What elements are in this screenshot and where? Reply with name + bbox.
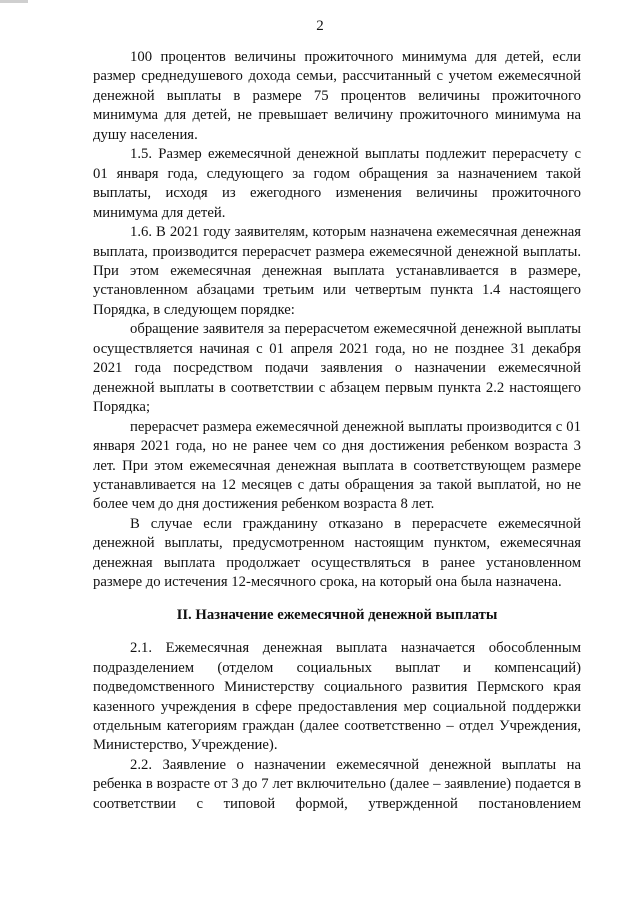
paragraph-1-6-appeal: обращение заявителя за перерасчетом ежемесячной денежной выплаты осуществляется начиная с 01 апреля 2021 года, но не позднее 31 декабря 2021 года посредством подачи заявления о назначении ежемесячной денежной выплаты в соответствии с абзацем первым пункта 2.2 настоящего Порядка; <box>93 321 581 416</box>
paragraph-1-6-refusal: В случае если гражданину отказано в перерасчете ежемесячной денежной выплаты, предусмотренном настоящим пунктом, ежемесячная денежная выплата продолжает осуществляться в ранее установленном размере до истечения 12-месячного срока, на который она была назначена. <box>93 515 581 591</box>
scan-edge-mark <box>0 0 28 3</box>
paragraph-1-6: 1.6. В 2021 году заявителям, которым назначена ежемесячная денежная выплата, производится перерасчет размера ежемесячной денежной выплаты. При этом ежемесячная денежная выплата устанавливается в размере, установленном абзацами третьим или четвертым пункта 1.4 настоящего Порядка, в следующем порядке: <box>93 224 581 318</box>
document-body <box>93 48 581 814</box>
section-heading: II. Назначение ежемесячной денежной выплаты <box>176 606 498 623</box>
paragraph-2-2: 2.2. Заявление о назначении ежемесячной денежной выплаты на ребенка в возрасте от 3 до 7 лет включительно (далее – заявление) подается в соответствии с типовой формой, утвержденной постановлением <box>93 756 581 812</box>
page-number: 2 <box>316 18 324 34</box>
paragraph-1-6-recalculation: перерасчет размера ежемесячной денежной выплаты производится с 01 января 2021 года, но не ранее чем со дня достижения ребенком возраста 3 лет. При этом ежемесячная денежная выплата в соответствующем размере устанавливается на 12 месяцев с даты обращения за такой выплатой, но не более чем до дня достижения ребенком возраста 8 лет. <box>93 418 581 513</box>
paragraph-2-1: 2.1. Ежемесячная денежная выплата назначается обособленным подразделением (отделом социальных выплат и компенсаций) подведомственного Министерству социального развития Пермского края казенного учреждения в сфере предоставления мер социальной поддержки отдельным категориям граждан (далее соответственно – отдел Учреждения, Министерство, Учреждение). <box>93 640 581 754</box>
paragraph-1-5: 1.5. Размер ежемесячной денежной выплаты подлежит перерасчету с 01 января года, следующего за годом обращения за назначением такой выплаты, исходя из ежегодного изменения величины прожиточного минимума для детей. <box>93 146 581 221</box>
paragraph-continuation: 100 процентов величины прожиточного минимума для детей, если размер среднедушевого дохода семьи, рассчитанный с учетом ежемесячной денежной выплаты в размере 75 процентов величины прожиточного минимума для детей, не превышает величину прожиточного минимума на душу населения. <box>93 49 581 143</box>
